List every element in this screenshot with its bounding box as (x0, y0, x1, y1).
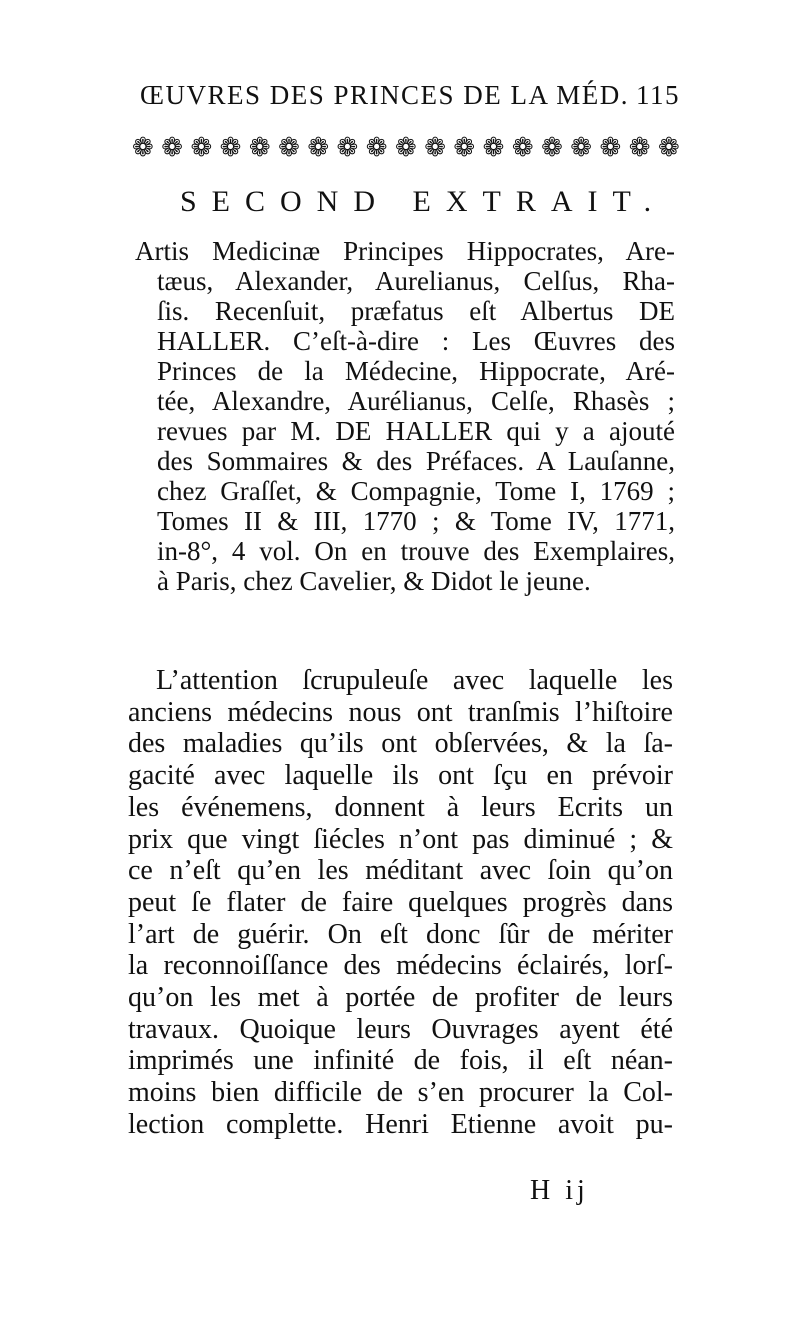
body-line: L’attention ſcrupuleuſe avec laquelle les (156, 665, 673, 696)
ornament-flower-icon: ❁ (190, 133, 213, 163)
abstract-line: tæus, Alexander, Aurelianus, Celſus, Rha- (157, 266, 675, 296)
ornament-flower-icon: ❁ (248, 133, 271, 163)
ornament-flower-icon: ❁ (657, 133, 680, 163)
running-head (140, 80, 680, 111)
body-line: lection complette. Henri Etienne avoit pu- (128, 1108, 673, 1140)
abstract-line: Tomes II & III, 1770 ; & Tome IV, 1771, (157, 506, 675, 536)
abstract-line: tée, Alexandre, Aurélianus, Celſe, Rhasès ; (157, 386, 675, 416)
body-line: gacité avec laquelle ils ont ſçu en prévoir (128, 760, 673, 792)
body-line: prix que vingt ſiécles n’ont pas diminué ; & (128, 823, 673, 855)
body-line: qu’on les met à portée de profiter de leurs (128, 982, 673, 1014)
body-line: ce n’eſt qu’en les méditant avec ſoin qu’on (128, 855, 673, 887)
abstract-line: des Sommaires & des Préfaces. A Lauſanne, (157, 446, 675, 476)
body-line: peut ſe flater de faire quelques progrès dans (128, 886, 673, 918)
body-line: les événemens, donnent à leurs Ecrits un (128, 791, 673, 823)
body-line: des maladies qu’ils ont obſervées, & la ſa- (128, 728, 673, 760)
ornament-flower-icon: ❁ (453, 133, 476, 163)
ornament-flower-icon: ❁ (482, 133, 505, 163)
bibliographic-abstract (135, 236, 675, 596)
body-line: moins bien difficile de s’en procurer la Col- (128, 1077, 673, 1109)
abstract-line: HALLER. C’eſt-à-dire : Les Œuvres des (157, 326, 675, 356)
section-heading: SECOND EXTRAIT. (180, 185, 667, 218)
abstract-line: revues par M. DE HALLER qui y a ajouté (157, 416, 675, 446)
abstract-line: Artis Medicinæ Principes Hippocrates, Are- (135, 236, 675, 266)
body-line: anciens médecins nous ont tranſmis l’hiſtoire (128, 696, 673, 728)
abstract-line: Princes de la Médecine, Hippocrate, Aré- (157, 356, 675, 386)
ornament-flower-icon: ❁ (394, 133, 417, 163)
ornament-flower-icon: ❁ (424, 133, 446, 163)
body-line: imprimés une infinité de fois, il eſt néan- (128, 1045, 673, 1077)
ornament-flower-icon: ❁ (511, 133, 534, 163)
abstract-line: chez Graſſet, & Compagnie, Tome I, 1769 ; (157, 476, 675, 506)
abstract-line: à Paris, chez Cavelier, & Didot le jeune. (157, 566, 591, 596)
ornament-flower-icon: ❁ (132, 133, 154, 163)
ornament-flower-icon: ❁ (541, 133, 563, 163)
ornament-flower-icon: ❁ (307, 133, 330, 163)
running-title: ŒUVRES DES PRINCES DE LA MÉD. (140, 80, 630, 110)
ornament-flower-icon: ❁ (219, 133, 242, 163)
ornament-flower-icon: ❁ (628, 133, 651, 163)
signature-mark: H ij (530, 1175, 589, 1206)
ornament-flower-icon: ❁ (336, 133, 359, 163)
body-line: travaux. Quoique leurs Ouvrages ayent été (128, 1013, 673, 1045)
body-line: l’art de guérir. On eſt donc ſûr de mériter (128, 918, 673, 950)
abstract-line: ſis. Recenſuit, præfatus eſt Albertus DE (157, 296, 675, 326)
body-line: la reconnoiſſance des médecins éclairés, lorſ- (128, 950, 673, 982)
ornament-flower-icon: ❁ (161, 133, 184, 163)
ornament-flower-icon: ❁ (278, 133, 300, 163)
body-paragraph (128, 665, 673, 1141)
ornament-flower-icon: ❁ (570, 133, 593, 163)
ornament-band (132, 128, 680, 168)
abstract-line: in-8°, 4 vol. On en trouve des Exemplaires, (157, 536, 675, 566)
ornament-flower-icon: ❁ (599, 133, 622, 163)
ornament-flower-icon: ❁ (365, 133, 388, 163)
page-number: 115 (636, 80, 680, 110)
